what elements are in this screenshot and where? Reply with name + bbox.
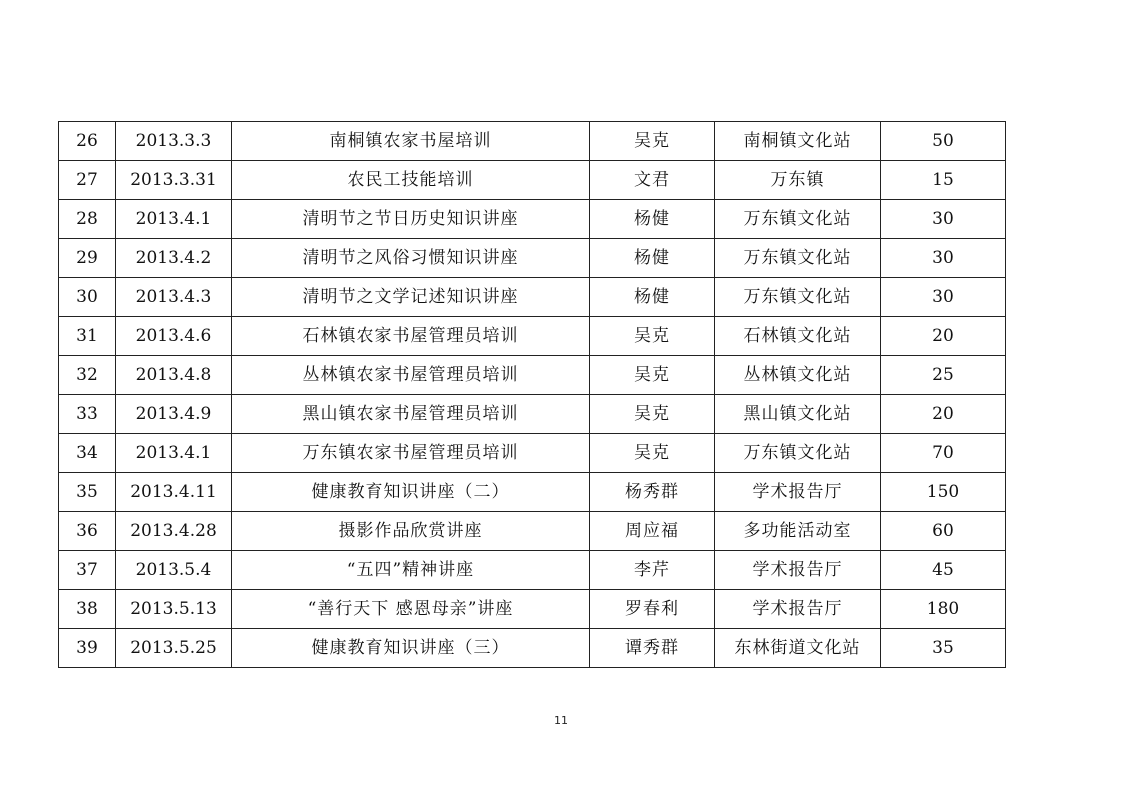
cell-number: 33 (59, 395, 116, 434)
cell-attendance: 30 (881, 239, 1006, 278)
cell-venue: 学术报告厅 (715, 473, 881, 512)
cell-attendance: 60 (881, 512, 1006, 551)
cell-speaker: 李芹 (590, 551, 715, 590)
table-body (59, 122, 1006, 668)
cell-number: 26 (59, 122, 116, 161)
cell-number: 37 (59, 551, 116, 590)
cell-speaker: 杨秀群 (590, 473, 715, 512)
cell-venue: 丛林镇文化站 (715, 356, 881, 395)
cell-title: 黑山镇农家书屋管理员培训 (232, 395, 590, 434)
cell-number: 36 (59, 512, 116, 551)
cell-venue: 万东镇文化站 (715, 434, 881, 473)
cell-title: 万东镇农家书屋管理员培训 (232, 434, 590, 473)
table-row (59, 395, 1006, 434)
cell-number: 30 (59, 278, 116, 317)
cell-venue: 万东镇文化站 (715, 278, 881, 317)
cell-venue: 黑山镇文化站 (715, 395, 881, 434)
cell-speaker: 杨健 (590, 239, 715, 278)
cell-date: 2013.4.2 (116, 239, 232, 278)
cell-attendance: 150 (881, 473, 1006, 512)
cell-date: 2013.4.3 (116, 278, 232, 317)
cell-venue: 万东镇文化站 (715, 200, 881, 239)
cell-speaker: 杨健 (590, 200, 715, 239)
cell-title: 健康教育知识讲座（三） (232, 629, 590, 668)
cell-date: 2013.4.11 (116, 473, 232, 512)
cell-title: 南桐镇农家书屋培训 (232, 122, 590, 161)
page-number: 11 (554, 714, 568, 727)
table-row (59, 200, 1006, 239)
cell-title: 摄影作品欣赏讲座 (232, 512, 590, 551)
cell-title: 健康教育知识讲座（二） (232, 473, 590, 512)
cell-date: 2013.4.8 (116, 356, 232, 395)
table-row (59, 161, 1006, 200)
cell-attendance: 30 (881, 200, 1006, 239)
cell-venue: 学术报告厅 (715, 551, 881, 590)
cell-attendance: 20 (881, 395, 1006, 434)
table-row (59, 278, 1006, 317)
cell-venue: 多功能活动室 (715, 512, 881, 551)
cell-title: 清明节之文学记述知识讲座 (232, 278, 590, 317)
cell-attendance: 30 (881, 278, 1006, 317)
cell-number: 34 (59, 434, 116, 473)
table-row (59, 356, 1006, 395)
cell-attendance: 20 (881, 317, 1006, 356)
cell-speaker: 杨健 (590, 278, 715, 317)
cell-attendance: 180 (881, 590, 1006, 629)
cell-attendance: 50 (881, 122, 1006, 161)
cell-number: 39 (59, 629, 116, 668)
cell-venue: 石林镇文化站 (715, 317, 881, 356)
cell-speaker: 吴克 (590, 434, 715, 473)
cell-date: 2013.5.13 (116, 590, 232, 629)
cell-attendance: 35 (881, 629, 1006, 668)
cell-title: “五四”精神讲座 (232, 551, 590, 590)
cell-venue: 东林街道文化站 (715, 629, 881, 668)
cell-number: 31 (59, 317, 116, 356)
cell-number: 38 (59, 590, 116, 629)
table-row (59, 629, 1006, 668)
cell-date: 2013.4.9 (116, 395, 232, 434)
cell-date: 2013.4.6 (116, 317, 232, 356)
cell-attendance: 70 (881, 434, 1006, 473)
table-row (59, 434, 1006, 473)
cell-venue: 万东镇 (715, 161, 881, 200)
cell-title: 丛林镇农家书屋管理员培训 (232, 356, 590, 395)
cell-speaker: 吴克 (590, 356, 715, 395)
cell-speaker: 周应福 (590, 512, 715, 551)
cell-speaker: 吴克 (590, 317, 715, 356)
cell-attendance: 45 (881, 551, 1006, 590)
cell-number: 35 (59, 473, 116, 512)
cell-venue: 学术报告厅 (715, 590, 881, 629)
cell-venue: 南桐镇文化站 (715, 122, 881, 161)
cell-date: 2013.4.28 (116, 512, 232, 551)
cell-speaker: 吴克 (590, 395, 715, 434)
cell-number: 27 (59, 161, 116, 200)
cell-number: 29 (59, 239, 116, 278)
table-row (59, 239, 1006, 278)
cell-title: 清明节之风俗习惯知识讲座 (232, 239, 590, 278)
cell-speaker: 罗春利 (590, 590, 715, 629)
table-row (59, 473, 1006, 512)
cell-date: 2013.5.25 (116, 629, 232, 668)
table-row (59, 512, 1006, 551)
cell-number: 32 (59, 356, 116, 395)
cell-venue: 万东镇文化站 (715, 239, 881, 278)
cell-title: 石林镇农家书屋管理员培训 (232, 317, 590, 356)
table-row (59, 590, 1006, 629)
cell-date: 2013.4.1 (116, 200, 232, 239)
table-row (59, 551, 1006, 590)
cell-speaker: 吴克 (590, 122, 715, 161)
cell-attendance: 25 (881, 356, 1006, 395)
cell-date: 2013.3.31 (116, 161, 232, 200)
cell-number: 28 (59, 200, 116, 239)
cell-title: “善行天下 感恩母亲”讲座 (232, 590, 590, 629)
cell-attendance: 15 (881, 161, 1006, 200)
cell-date: 2013.3.3 (116, 122, 232, 161)
table-row (59, 122, 1006, 161)
cell-date: 2013.4.1 (116, 434, 232, 473)
cell-title: 清明节之节日历史知识讲座 (232, 200, 590, 239)
cell-speaker: 谭秀群 (590, 629, 715, 668)
cell-title: 农民工技能培训 (232, 161, 590, 200)
lecture-schedule-table (58, 121, 1006, 668)
table-row (59, 317, 1006, 356)
cell-speaker: 文君 (590, 161, 715, 200)
cell-date: 2013.5.4 (116, 551, 232, 590)
